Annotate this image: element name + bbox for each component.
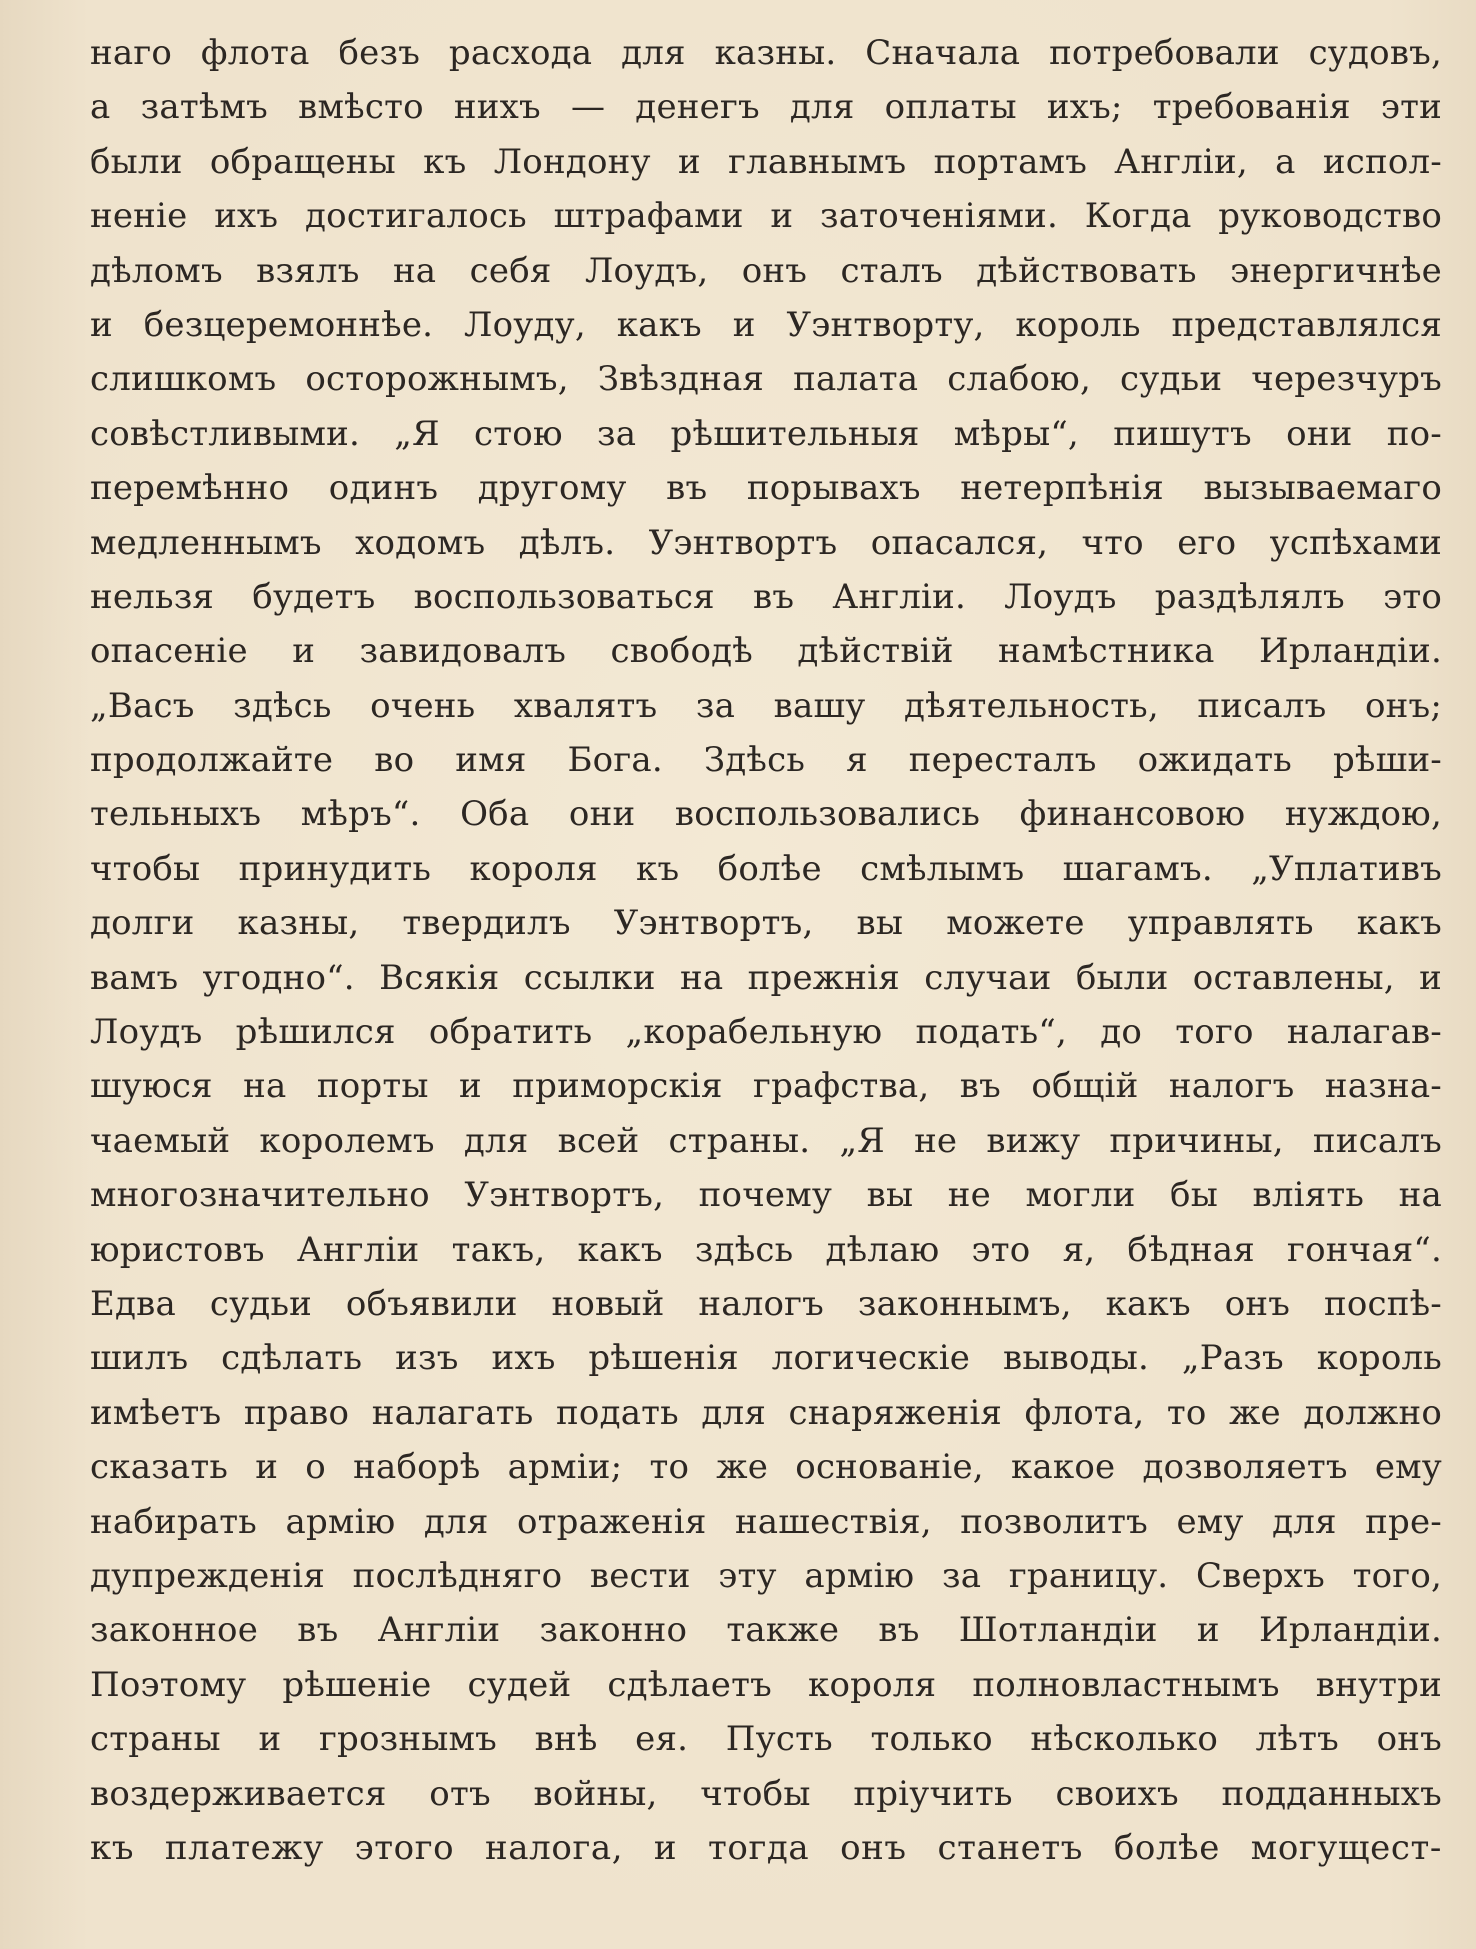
text-line: дупрежденія послѣдняго вести эту армію за границу. Сверхъ того, bbox=[90, 1555, 1442, 1596]
text-line: къ платежу этого налога, и тогда онъ станетъ болѣе могущест- bbox=[90, 1827, 1442, 1868]
text-line: опасеніе и завидовалъ свободѣ дѣйствій намѣстника Ирландіи. bbox=[90, 631, 1442, 672]
text-line: Лоудъ рѣшился обратить „корабельную подать“, до того налагав- bbox=[90, 1012, 1442, 1053]
text-line: наго флота безъ расхода для казны. Сначала потребовали судовъ, bbox=[90, 33, 1442, 73]
text-line: законное въ Англіи законно также въ Шотландіи и Ирландіи. bbox=[90, 1610, 1442, 1651]
text-line: воздерживается отъ войны, чтобы пріучить своихъ подданныхъ bbox=[90, 1773, 1442, 1814]
text-line: тельныхъ мѣръ“. Оба они воспользовались финансовою нуждою, bbox=[90, 794, 1442, 835]
text-line: чаемый королемъ для всей страны. „Я не вижу причины, писалъ bbox=[90, 1120, 1442, 1161]
text-line: Едва судьи объявили новый налогъ законнымъ, какъ онъ поспѣ- bbox=[90, 1283, 1442, 1324]
text-line: набирать армію для отраженія нашествія, позволитъ ему для пре- bbox=[90, 1501, 1442, 1542]
text-line: неніе ихъ достигалось штрафами и заточеніями. Когда руководство bbox=[90, 196, 1442, 237]
text-line: медленнымъ ходомъ дѣлъ. Уэнтвортъ опасался, что его успѣхами bbox=[90, 522, 1442, 563]
text-line: страны и грознымъ внѣ ея. Пусть только нѣсколько лѣтъ онъ bbox=[90, 1719, 1442, 1760]
text-line: были обращены къ Лондону и главнымъ портамъ Англіи, а испол- bbox=[90, 141, 1442, 182]
text-line: перемѣнно одинъ другому въ порывахъ нетерпѣнія вызываемаго bbox=[90, 468, 1442, 509]
text-line: шуюся на порты и приморскія графства, въ общій налогъ назна- bbox=[90, 1066, 1442, 1107]
text-line: многозначительно Уэнтвортъ, почему вы не могли бы влiять на bbox=[90, 1175, 1442, 1216]
text-line: и безцеремоннѣе. Лоуду, какъ и Уэнтворту, король представлялся bbox=[90, 304, 1442, 345]
text-line: слишкомъ осторожнымъ, Звѣздная палата слабою, судьи черезчуръ bbox=[90, 359, 1442, 400]
text-line: долги казны, твердилъ Уэнтвортъ, вы можете управлять какъ bbox=[90, 903, 1442, 944]
text-line: вамъ угодно“. Всякія ссылки на прежнія случаи были оставлены, и bbox=[90, 957, 1442, 998]
text-line: а затѣмъ вмѣсто нихъ — денегъ для оплаты ихъ; требованія эти bbox=[90, 87, 1442, 128]
text-line: чтобы принудить короля къ болѣе смѣлымъ шагамъ. „Уплативъ bbox=[90, 848, 1442, 889]
text-line: Поэтому рѣшеніе судей сдѣлаетъ короля полновластнымъ внутри bbox=[90, 1664, 1442, 1705]
text-line: шилъ сдѣлать изъ ихъ рѣшенія логическіе выводы. „Разъ король bbox=[90, 1338, 1442, 1379]
body-text bbox=[90, 26, 1442, 1875]
text-line: совѣстливыми. „Я стою за рѣшительныя мѣры“, пишутъ они по- bbox=[90, 413, 1442, 454]
text-line: „Васъ здѣсь очень хвалятъ за вашу дѣятельность, писалъ онъ; bbox=[90, 685, 1442, 726]
text-line: сказать и о наборѣ арміи; то же основаніе, какое дозволяетъ ему bbox=[90, 1447, 1442, 1488]
text-line: нельзя будетъ воспользоваться въ Англіи. Лоудъ раздѣлялъ это bbox=[90, 576, 1442, 617]
text-line: имѣетъ право налагать подать для снаряженія флота, то же должно bbox=[90, 1392, 1442, 1433]
text-line: юристовъ Англіи такъ, какъ здѣсь дѣлаю это я, бѣдная гончая“. bbox=[90, 1229, 1442, 1270]
text-line: продолжайте во имя Бога. Здѣсь я пересталъ ожидать рѣши- bbox=[90, 740, 1442, 781]
text-line: дѣломъ взялъ на себя Лоудъ, онъ сталъ дѣйствовать энергичнѣе bbox=[90, 250, 1442, 291]
